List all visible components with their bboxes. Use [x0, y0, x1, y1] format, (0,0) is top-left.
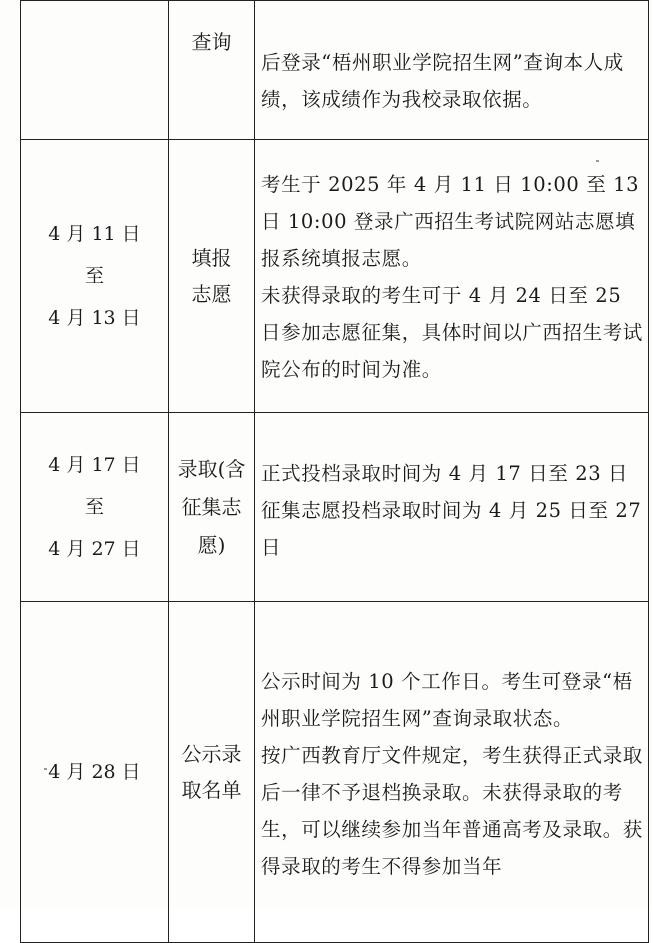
date-end: 4 月 27 日: [48, 538, 141, 560]
date-cell: [21, 1, 169, 140]
item-cell: [169, 140, 255, 413]
detail-cell: [255, 1, 649, 140]
date-start: 4 月 11 日: [48, 223, 141, 245]
detail-paragraph: 按广西教育厅文件规定，考生获得正式录取后一律不予退档换录取。未获得录取的考生，可以继续参加当年普通高考及录取。获得录取的考生不得参加当年: [261, 744, 643, 878]
item-label: 公示录取名单: [181, 742, 242, 802]
date-cell: [21, 140, 169, 413]
detail-paragraph: 正式投档录取时间为 4 月 17 日至 23 日: [261, 461, 629, 485]
date-separator: 至: [84, 265, 104, 287]
detail-paragraph: 公示时间为 10 个工作日。考生可登录“梧州职业学院招生网”查询录取状态。: [261, 670, 633, 730]
date-end: 4 月 13 日: [48, 307, 141, 329]
date-label: 4 月 28 日: [48, 761, 141, 783]
date-cell: [21, 413, 169, 602]
table-row: [21, 413, 649, 602]
table-row: [21, 602, 649, 943]
detail-paragraph: 征集志愿投档录取时间为 4 月 25 日至 27 日: [261, 498, 642, 559]
item-cell: [169, 413, 255, 602]
item-label: 填报志愿: [191, 246, 232, 306]
item-cell: [169, 602, 255, 943]
detail-paragraph: 后登录“梧州职业学院招生网”查询本人成绩，该成绩作为我校录取依据。: [261, 51, 624, 111]
date-start: 4 月 17 日: [48, 454, 141, 476]
scan-speck: [596, 160, 599, 162]
table-row: [21, 1, 649, 140]
scan-speck: [44, 768, 47, 770]
table-row: [21, 140, 649, 413]
date-cell: [21, 602, 169, 943]
date-separator: 至: [84, 496, 104, 518]
detail-paragraph: 未获得录取的考生可于 4 月 24 日至 25 日参加志愿征集，具体时间以广西招生考试院公布的时间为准。: [261, 284, 643, 381]
detail-paragraph: 考生于 2025 年 4 月 11 日 10:00 至 13 日 10:00 登录广西招生考试院网站志愿填报系统填报志愿。: [261, 173, 640, 270]
item-label: 录取(含征集志愿): [177, 457, 246, 557]
detail-cell: [255, 602, 649, 943]
item-label: 查询: [191, 30, 232, 54]
item-cell: [169, 1, 255, 140]
detail-cell: [255, 413, 649, 602]
detail-cell: [255, 140, 649, 413]
admission-schedule-table: [20, 0, 649, 943]
